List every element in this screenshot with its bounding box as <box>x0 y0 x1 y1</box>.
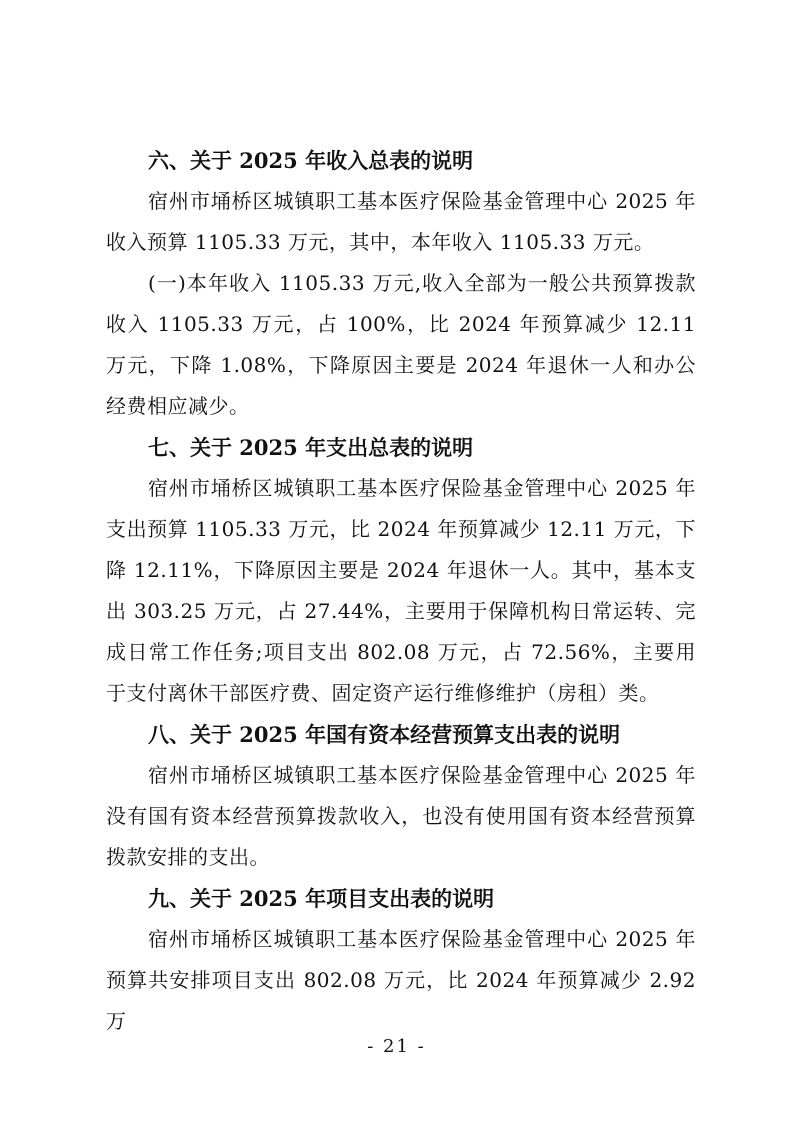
section-heading: 七、关于 2025 年支出总表的说明 <box>148 435 474 460</box>
section-state-capital-budget <box>106 714 696 878</box>
paragraph: 宿州市埇桥区城镇职工基本医疗保险基金管理中心 2025 年没有国有资本经营预算拨款收入，也没有使用国有资本经营预算拨款安排的支出。 <box>106 763 696 869</box>
section-project-expenditure <box>106 878 696 1042</box>
paragraph: 宿州市埇桥区城镇职工基本医疗保险基金管理中心 2025 年预算共安排项目支出 802.08 万元，比 2024 年预算减少 2.92 万 <box>106 927 696 1033</box>
paragraph: 宿州市埇桥区城镇职工基本医疗保险基金管理中心 2025 年收入预算 1105.33 万元，其中，本年收入 1105.33 万元。 <box>106 189 696 254</box>
section-heading: 八、关于 2025 年国有资本经营预算支出表的说明 <box>148 722 621 747</box>
section-heading: 六、关于 2025 年收入总表的说明 <box>148 148 474 173</box>
section-revenue-summary <box>106 140 696 427</box>
page-number: - 21 - <box>367 1036 426 1057</box>
paragraph: 宿州市埇桥区城镇职工基本医疗保险基金管理中心 2025 年支出预算 1105.33 万元，比 2024 年预算减少 12.11 万元，下降 12.11%，下降原因主要是 2024 年退休一人。其中，基本支出 303.25 万元，占 27.44%，主要用于保障机构日常运转、完成日常工作任务;项目支出 802.08 万元，占 72.56%，主要用于支付离休干部医疗费、固定资产运行维修维护（房租）类。 <box>106 476 696 705</box>
section-expenditure-summary <box>106 427 696 714</box>
section-heading: 九、关于 2025 年项目支出表的说明 <box>148 886 495 911</box>
document-body <box>106 140 696 1042</box>
paragraph: (一)本年收入 1105.33 万元,收入全部为一般公共预算拨款收入 1105.33 万元，占 100%，比 2024 年预算减少 12.11 万元，下降 1.08%，下降原因主要是 2024 年退休一人和办公经费相应减少。 <box>106 271 696 418</box>
